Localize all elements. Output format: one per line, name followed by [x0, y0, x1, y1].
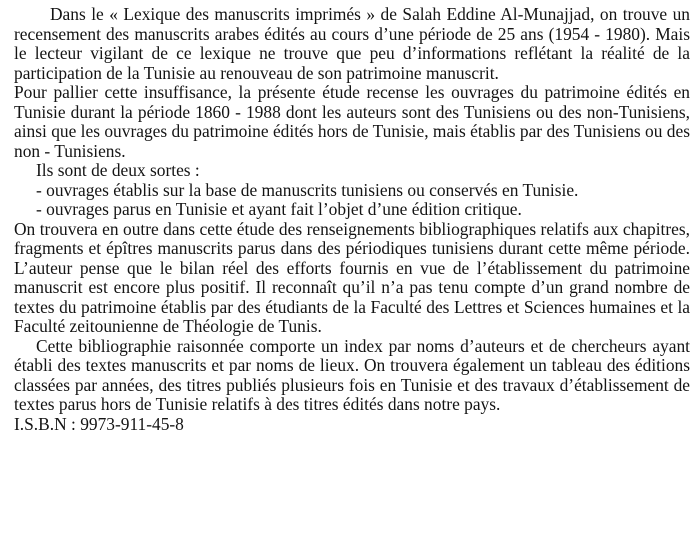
paragraph-two-kinds: Ils sont de deux sortes :	[36, 160, 200, 180]
paragraph-scope: Pour pallier cette insuffisance, la présente étude recense les ouvrages du patrimoine édités en Tunisie durant la période 1860 - 1988 dont les auteurs sont des Tunisiens ou des non-Tunisiens, ainsi que les ouvrages du patrimoine édités hors de Tunisie, mais établis par des Tunisiens ou des non - Tunisiens.	[14, 82, 690, 161]
document-body	[14, 5, 690, 434]
paragraph-intro: Dans le « Lexique des manuscrits imprimés » de Salah Eddine Al-Munajjad, on trouve un recensement des manuscrits arabes édités au cours d’une période de 25 ans (1954 - 1980). Mais le lecteur vigilant de ce lexique ne trouve que peu d’informations reflétant la réalité de la participation de la Tunisie au renouveau de son patrimoine manuscrit.	[14, 4, 690, 83]
list-item: - ouvrages établis sur la base de manuscrits tunisiens ou conservés en Tunisie.	[36, 179, 579, 200]
isbn-line: I.S.B.N : 9973-911-45-8	[14, 413, 184, 434]
list-item: - ouvrages parus en Tunisie et ayant fait l’objet d’une édition critique.	[36, 199, 522, 219]
paragraph-index: Cette bibliographie raisonnée comporte un index par noms d’auteurs et de chercheurs ayant établi des textes manuscrits et par noms de lieux. On trouvera également un tableau des éditions classées par années, des titres publiés plusieurs fois en Tunisie et des travaux d’établissement de textes parus hors de Tunisie relatifs à des titres édités dans notre pays.	[14, 335, 690, 414]
paragraph-bibliographic-info: On trouvera en outre dans cette étude des renseignements bibliographiques relatifs aux chapitres, fragments et épîtres manuscrits parus dans des périodiques tunisiens durant cette même période. L’auteur pense que le bilan réel des efforts fournis en vue de l’établissement du patrimoine manuscrit est encore plus positif. Il reconnaît qu’il n’a pas tenu compte d’un grand nombre de textes du patrimoine établis par des étudiants de la Faculté des Lettres et Sciences humaines et la Faculté zeitounienne de Théologie de Tunis.	[14, 218, 690, 336]
